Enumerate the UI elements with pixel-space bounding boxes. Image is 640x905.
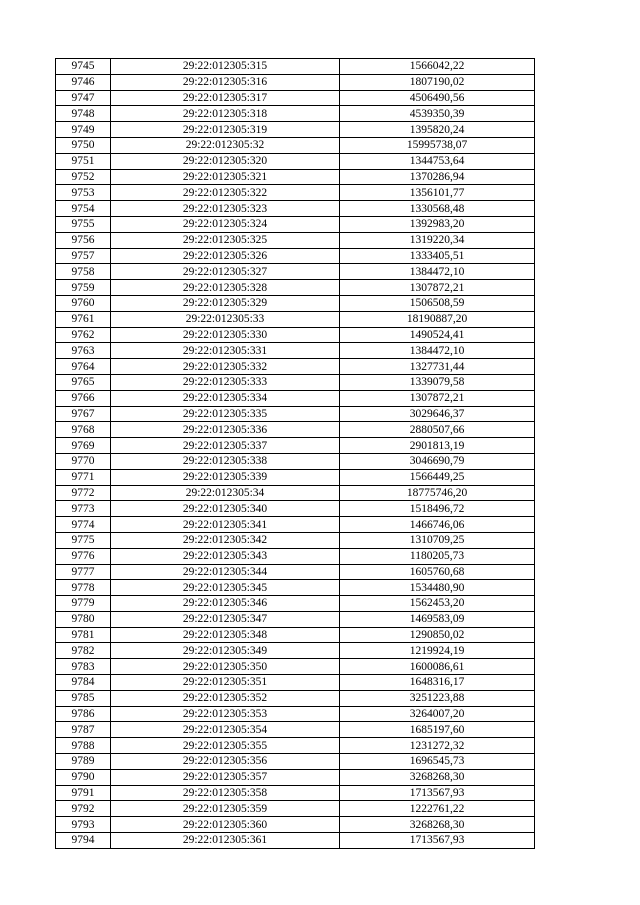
table-row [56, 706, 535, 722]
cadastral-number-cell: 29:22:012305:360 [111, 817, 340, 833]
row-number-cell: 9763 [56, 343, 111, 359]
cadastral-number-cell: 29:22:012305:323 [111, 201, 340, 217]
table-row [56, 311, 535, 327]
table-row [56, 59, 535, 75]
table-row [56, 548, 535, 564]
table-row [56, 232, 535, 248]
cadastral-value-cell: 1290850,02 [340, 627, 535, 643]
cadastral-number-cell: 29:22:012305:33 [111, 311, 340, 327]
cadastral-number-cell: 29:22:012305:318 [111, 106, 340, 122]
cadastral-value-cell: 1466746,06 [340, 517, 535, 533]
row-number-cell: 9761 [56, 311, 111, 327]
cadastral-number-cell: 29:22:012305:321 [111, 169, 340, 185]
row-number-cell: 9781 [56, 627, 111, 643]
row-number-cell: 9764 [56, 359, 111, 375]
row-number-cell: 9791 [56, 785, 111, 801]
cadastral-value-cell: 1490524,41 [340, 327, 535, 343]
table-row [56, 406, 535, 422]
cadastral-number-cell: 29:22:012305:337 [111, 438, 340, 454]
table-row [56, 659, 535, 675]
table-row [56, 106, 535, 122]
cadastral-value-table [55, 58, 535, 849]
cadastral-value-cell: 1713567,93 [340, 785, 535, 801]
cadastral-value-cell: 18190887,20 [340, 311, 535, 327]
cadastral-value-cell: 1307872,21 [340, 390, 535, 406]
cadastral-value-cell: 1807190,02 [340, 74, 535, 90]
cadastral-number-cell: 29:22:012305:347 [111, 611, 340, 627]
cadastral-value-cell: 1384472,10 [340, 264, 535, 280]
row-number-cell: 9759 [56, 280, 111, 296]
table-row [56, 169, 535, 185]
cadastral-value-cell: 15995738,07 [340, 137, 535, 153]
cadastral-value-cell: 1648316,17 [340, 675, 535, 691]
cadastral-value-cell: 1333405,51 [340, 248, 535, 264]
row-number-cell: 9780 [56, 611, 111, 627]
table-row [56, 359, 535, 375]
table-row [56, 122, 535, 138]
cadastral-number-cell: 29:22:012305:316 [111, 74, 340, 90]
row-number-cell: 9778 [56, 580, 111, 596]
cadastral-value-cell: 18775746,20 [340, 485, 535, 501]
cadastral-number-cell: 29:22:012305:315 [111, 59, 340, 75]
row-number-cell: 9773 [56, 501, 111, 517]
table-row [56, 643, 535, 659]
table-row [56, 453, 535, 469]
table-row [56, 216, 535, 232]
row-number-cell: 9762 [56, 327, 111, 343]
row-number-cell: 9765 [56, 374, 111, 390]
cadastral-number-cell: 29:22:012305:328 [111, 280, 340, 296]
cadastral-number-cell: 29:22:012305:343 [111, 548, 340, 564]
cadastral-value-cell: 1685197,60 [340, 722, 535, 738]
table-row [56, 374, 535, 390]
table-row [56, 611, 535, 627]
cadastral-number-cell: 29:22:012305:325 [111, 232, 340, 248]
row-number-cell: 9769 [56, 438, 111, 454]
table-row [56, 153, 535, 169]
table-row [56, 501, 535, 517]
table-row [56, 74, 535, 90]
cadastral-number-cell: 29:22:012305:322 [111, 185, 340, 201]
table-row [56, 390, 535, 406]
cadastral-value-cell: 1713567,93 [340, 833, 535, 849]
row-number-cell: 9794 [56, 833, 111, 849]
cadastral-value-cell: 1566042,22 [340, 59, 535, 75]
cadastral-value-cell: 1344753,64 [340, 153, 535, 169]
cadastral-number-cell: 29:22:012305:333 [111, 374, 340, 390]
table-row [56, 248, 535, 264]
cadastral-number-cell: 29:22:012305:359 [111, 801, 340, 817]
row-number-cell: 9779 [56, 596, 111, 612]
cadastral-value-cell: 1180205,73 [340, 548, 535, 564]
row-number-cell: 9747 [56, 90, 111, 106]
table-row [56, 343, 535, 359]
table-row [56, 185, 535, 201]
row-number-cell: 9784 [56, 675, 111, 691]
table-row [56, 690, 535, 706]
row-number-cell: 9785 [56, 690, 111, 706]
row-number-cell: 9752 [56, 169, 111, 185]
table-row [56, 722, 535, 738]
cadastral-value-cell: 1696545,73 [340, 754, 535, 770]
cadastral-value-cell: 1310709,25 [340, 532, 535, 548]
cadastral-number-cell: 29:22:012305:356 [111, 754, 340, 770]
cadastral-number-cell: 29:22:012305:340 [111, 501, 340, 517]
cadastral-value-cell: 3251223,88 [340, 690, 535, 706]
cadastral-value-cell: 1319220,34 [340, 232, 535, 248]
table-row [56, 90, 535, 106]
table-row [56, 517, 535, 533]
row-number-cell: 9772 [56, 485, 111, 501]
cadastral-number-cell: 29:22:012305:319 [111, 122, 340, 138]
cadastral-number-cell: 29:22:012305:348 [111, 627, 340, 643]
row-number-cell: 9774 [56, 517, 111, 533]
cadastral-number-cell: 29:22:012305:317 [111, 90, 340, 106]
cadastral-number-cell: 29:22:012305:341 [111, 517, 340, 533]
cadastral-value-cell: 2901813,19 [340, 438, 535, 454]
row-number-cell: 9751 [56, 153, 111, 169]
cadastral-number-cell: 29:22:012305:353 [111, 706, 340, 722]
row-number-cell: 9768 [56, 422, 111, 438]
row-number-cell: 9787 [56, 722, 111, 738]
table-row [56, 580, 535, 596]
cadastral-number-cell: 29:22:012305:351 [111, 675, 340, 691]
row-number-cell: 9750 [56, 137, 111, 153]
table-row [56, 485, 535, 501]
table-row [56, 833, 535, 849]
cadastral-number-cell: 29:22:012305:331 [111, 343, 340, 359]
cadastral-value-cell: 2880507,66 [340, 422, 535, 438]
cadastral-value-cell: 4506490,56 [340, 90, 535, 106]
row-number-cell: 9789 [56, 754, 111, 770]
cadastral-number-cell: 29:22:012305:332 [111, 359, 340, 375]
cadastral-value-cell: 1384472,10 [340, 343, 535, 359]
cadastral-number-cell: 29:22:012305:350 [111, 659, 340, 675]
row-number-cell: 9757 [56, 248, 111, 264]
cadastral-number-cell: 29:22:012305:338 [111, 453, 340, 469]
cadastral-number-cell: 29:22:012305:329 [111, 295, 340, 311]
cadastral-value-cell: 1392983,20 [340, 216, 535, 232]
table-row [56, 754, 535, 770]
cadastral-value-cell: 1222761,22 [340, 801, 535, 817]
cadastral-value-cell: 1469583,09 [340, 611, 535, 627]
row-number-cell: 9790 [56, 769, 111, 785]
row-number-cell: 9777 [56, 564, 111, 580]
cadastral-number-cell: 29:22:012305:32 [111, 137, 340, 153]
cadastral-value-cell: 1566449,25 [340, 469, 535, 485]
cadastral-number-cell: 29:22:012305:320 [111, 153, 340, 169]
cadastral-value-cell: 4539350,39 [340, 106, 535, 122]
table-row [56, 469, 535, 485]
cadastral-number-cell: 29:22:012305:345 [111, 580, 340, 596]
cadastral-value-cell: 1600086,61 [340, 659, 535, 675]
table-row [56, 264, 535, 280]
cadastral-number-cell: 29:22:012305:334 [111, 390, 340, 406]
table-body [56, 59, 535, 849]
table-row [56, 596, 535, 612]
cadastral-number-cell: 29:22:012305:346 [111, 596, 340, 612]
cadastral-value-cell: 1605760,68 [340, 564, 535, 580]
cadastral-value-cell: 3046690,79 [340, 453, 535, 469]
table-row [56, 201, 535, 217]
cadastral-number-cell: 29:22:012305:354 [111, 722, 340, 738]
row-number-cell: 9793 [56, 817, 111, 833]
cadastral-number-cell: 29:22:012305:335 [111, 406, 340, 422]
row-number-cell: 9749 [56, 122, 111, 138]
cadastral-value-cell: 1330568,48 [340, 201, 535, 217]
row-number-cell: 9746 [56, 74, 111, 90]
row-number-cell: 9748 [56, 106, 111, 122]
cadastral-value-cell: 1534480,90 [340, 580, 535, 596]
table-row [56, 801, 535, 817]
table-row [56, 738, 535, 754]
cadastral-value-cell: 3268268,30 [340, 817, 535, 833]
cadastral-number-cell: 29:22:012305:324 [111, 216, 340, 232]
cadastral-value-cell: 1231272,32 [340, 738, 535, 754]
table-row [56, 675, 535, 691]
table-row [56, 564, 535, 580]
cadastral-number-cell: 29:22:012305:34 [111, 485, 340, 501]
cadastral-number-cell: 29:22:012305:326 [111, 248, 340, 264]
cadastral-value-cell: 1518496,72 [340, 501, 535, 517]
cadastral-number-cell: 29:22:012305:358 [111, 785, 340, 801]
cadastral-number-cell: 29:22:012305:349 [111, 643, 340, 659]
row-number-cell: 9788 [56, 738, 111, 754]
table-row [56, 769, 535, 785]
row-number-cell: 9771 [56, 469, 111, 485]
row-number-cell: 9766 [56, 390, 111, 406]
table-row [56, 817, 535, 833]
row-number-cell: 9767 [56, 406, 111, 422]
row-number-cell: 9758 [56, 264, 111, 280]
row-number-cell: 9783 [56, 659, 111, 675]
row-number-cell: 9753 [56, 185, 111, 201]
table-row [56, 438, 535, 454]
cadastral-number-cell: 29:22:012305:344 [111, 564, 340, 580]
cadastral-number-cell: 29:22:012305:355 [111, 738, 340, 754]
cadastral-number-cell: 29:22:012305:352 [111, 690, 340, 706]
cadastral-value-cell: 3029646,37 [340, 406, 535, 422]
cadastral-number-cell: 29:22:012305:336 [111, 422, 340, 438]
cadastral-number-cell: 29:22:012305:342 [111, 532, 340, 548]
row-number-cell: 9776 [56, 548, 111, 564]
cadastral-number-cell: 29:22:012305:361 [111, 833, 340, 849]
cadastral-value-cell: 1307872,21 [340, 280, 535, 296]
cadastral-value-cell: 1370286,94 [340, 169, 535, 185]
row-number-cell: 9792 [56, 801, 111, 817]
cadastral-value-cell: 1219924,19 [340, 643, 535, 659]
cadastral-number-cell: 29:22:012305:339 [111, 469, 340, 485]
row-number-cell: 9760 [56, 295, 111, 311]
table-row [56, 627, 535, 643]
table-row [56, 295, 535, 311]
row-number-cell: 9745 [56, 59, 111, 75]
table-row [56, 422, 535, 438]
row-number-cell: 9775 [56, 532, 111, 548]
cadastral-value-cell: 1339079,58 [340, 374, 535, 390]
cadastral-value-cell: 1327731,44 [340, 359, 535, 375]
cadastral-value-cell: 1562453,20 [340, 596, 535, 612]
row-number-cell: 9756 [56, 232, 111, 248]
table-row [56, 280, 535, 296]
row-number-cell: 9782 [56, 643, 111, 659]
row-number-cell: 9754 [56, 201, 111, 217]
cadastral-number-cell: 29:22:012305:327 [111, 264, 340, 280]
cadastral-value-cell: 3264007,20 [340, 706, 535, 722]
table-row [56, 137, 535, 153]
row-number-cell: 9755 [56, 216, 111, 232]
cadastral-number-cell: 29:22:012305:357 [111, 769, 340, 785]
cadastral-value-cell: 1356101,77 [340, 185, 535, 201]
table-row [56, 785, 535, 801]
cadastral-value-cell: 3268268,30 [340, 769, 535, 785]
cadastral-number-cell: 29:22:012305:330 [111, 327, 340, 343]
row-number-cell: 9770 [56, 453, 111, 469]
row-number-cell: 9786 [56, 706, 111, 722]
cadastral-value-cell: 1506508,59 [340, 295, 535, 311]
cadastral-value-cell: 1395820,24 [340, 122, 535, 138]
table-row [56, 532, 535, 548]
table-row [56, 327, 535, 343]
